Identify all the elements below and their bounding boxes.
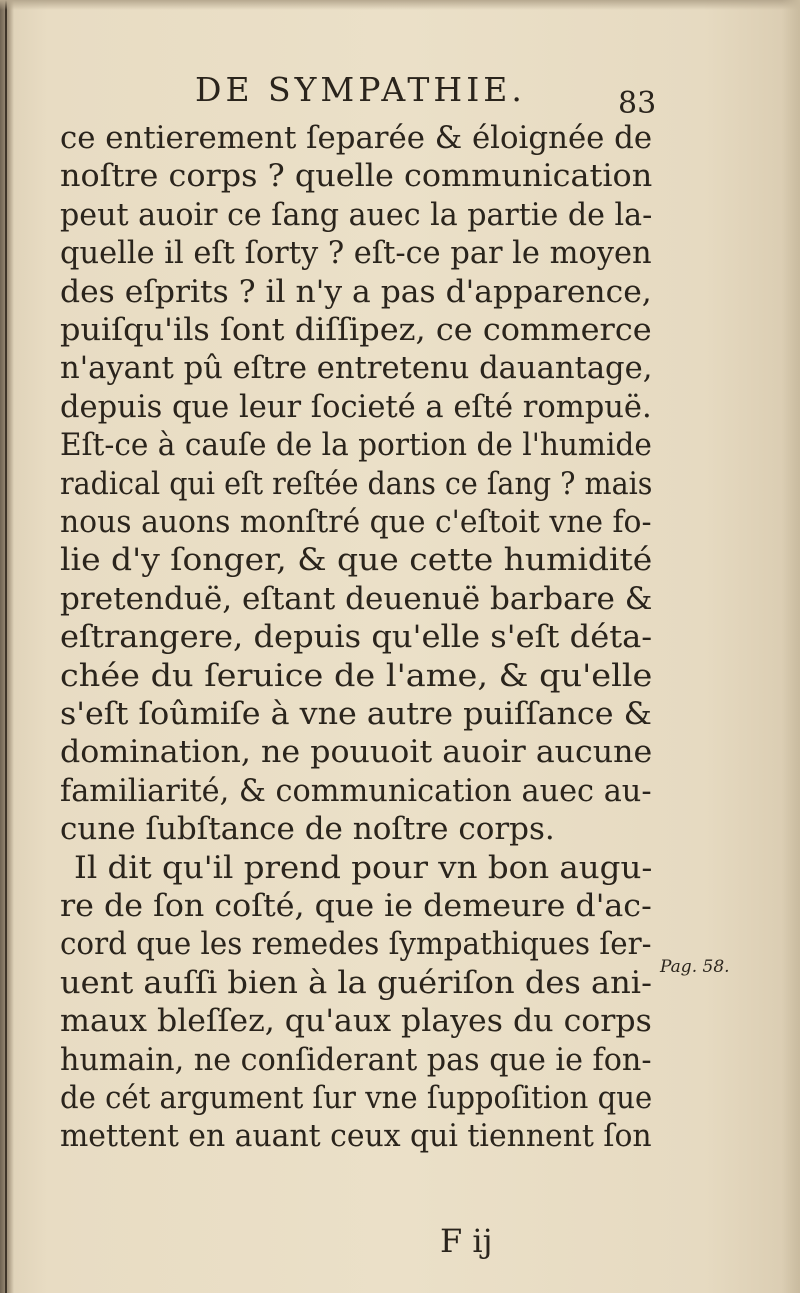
text-line: cord que les remedes ſympathiques ſer- [60,926,652,963]
running-head: DE SYMPATHIE. [195,70,526,109]
page-right-edge [782,0,800,1293]
text-line: s'eſt ſoûmiſe à vne autre puiſſance & [60,696,652,732]
text-line: peut auoir ce ſang auec la partie de la- [60,196,653,233]
page-top-edge [0,0,800,10]
text-line: depuis que leur ſocieté a eſté rompuë. [60,388,652,425]
text-line: domination, ne pouuoit auoir aucune [60,734,653,771]
text-line: puiſqu'ils ſont diſſipez, ce commerce [60,312,652,348]
text-line: nous auons monſtré que c'eſtoit vne fo- [60,504,652,540]
page-number: 83 [618,86,657,121]
text-line: mettent en auant ceux qui tiennent ſon [60,1118,652,1155]
page-gutter-shadow [0,0,14,1293]
text-line: eſtrangere, depuis qu'elle s'eſt déta- [60,619,653,656]
text-line: re de ſon coſté, que ie demeure d'ac- [60,888,652,924]
text-line: de cét argument ſur vne ſuppoſition que [60,1080,653,1116]
text-line: quelle il eſt ſorty ? eſt-ce par le moyen [60,235,652,272]
text-line: lie d'y ſonger, & que cette humidité [60,542,653,579]
text-line: n'ayant pû eſtre entretenu dauantage, [60,350,653,387]
text-line: cune ſubſtance de noſtre corps. [60,811,555,848]
text-line: pretenduë, eſtant deuenuë barbare & [60,580,653,617]
text-line: radical qui eſt reſtée dans ce ſang ? mais [60,465,653,502]
text-line: Il dit qu'il prend pour vn bon augu- [74,849,653,886]
text-line: humain, ne conſiderant pas que ie fon- [60,1041,652,1078]
text-line: ce entierement ſeparée & éloignée de [60,120,653,156]
text-line: des eſprits ? il n'y a pas d'apparence, [60,273,652,310]
text-line: chée du ſeruice de l'ame, & qu'elle [60,657,653,694]
signature-mark: F ij [440,1222,493,1260]
binding-edge [5,0,7,1293]
text-line: familiarité, & communication auec au- [60,772,652,809]
text-line: Eſt-ce à cauſe de la portion de l'humide [60,427,652,464]
text-line: uent auſſi bien à la guériſon des ani- [60,964,652,1001]
text-line: noſtre corps ? quelle communication [60,158,653,195]
text-line: maux bleſſez, qu'aux playes du corps [60,1003,652,1040]
margin-note: Pag. 58. [660,957,730,977]
